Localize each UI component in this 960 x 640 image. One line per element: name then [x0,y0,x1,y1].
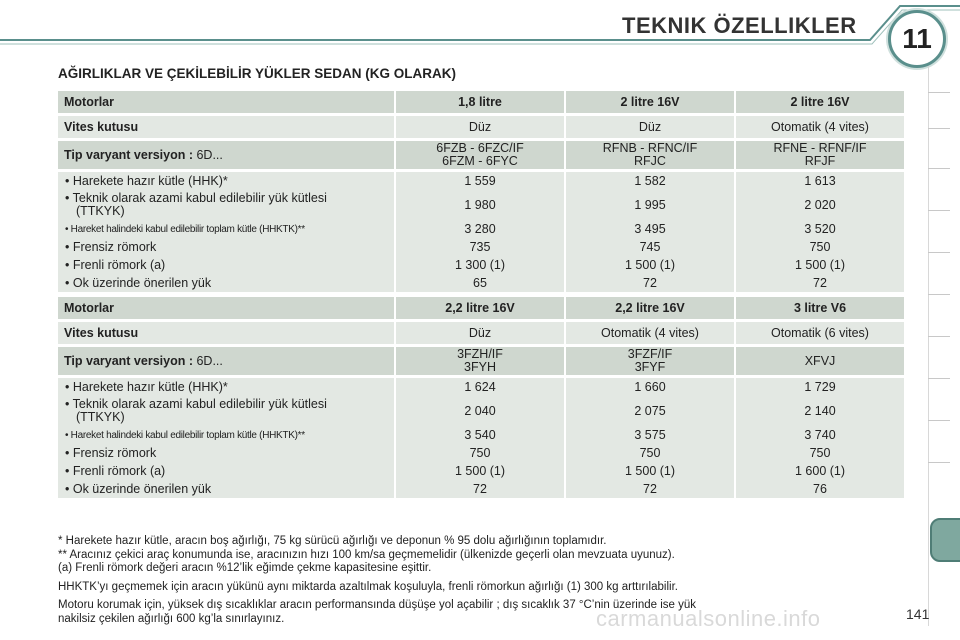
table-row [58,172,904,190]
row-label: • Hareket halindeki kabul edilebilir toplam kütle (HHKTK)** [58,220,394,238]
variant-prefix: 6D... [196,353,223,368]
value-cell: 1 500 (1) [396,462,564,480]
gearbox-cell: Düz [396,322,564,344]
variant-cell [396,141,564,169]
footnote: Motoru korumak için, yüksek dış sıcaklıklar aracın performansında düşüşe yol açabilir ; dış sıcaklık 37 °C’nin üzerinde ise yük [58,599,697,611]
table-row [58,274,904,292]
engine-col-1: 1,8 litre [396,91,564,113]
section-title: AĞIRLIKLAR VE ÇEKİLEBİLİR YÜKLER SEDAN (KG OLARAK) [58,66,457,81]
row-label-line2: (TTKYK) [76,410,125,424]
row-label: • Frensiz römork [58,444,394,462]
value-cell: 1 660 [566,378,734,396]
row-label: • Hareket halindeki kabul edilebilir toplam kütle (HHKTK)** [58,426,394,444]
variant-row [58,141,904,169]
gearbox-cell: Otomatik (4 vites) [566,322,734,344]
variant-label-cell [58,347,394,375]
row-label: • Frensiz römork [58,238,394,256]
value-cell: 1 559 [396,172,564,190]
variant-label: Tip varyant versiyon : [64,353,193,368]
value-cell: 1 613 [736,172,904,190]
table-row [58,256,904,274]
variant-label: Tip varyant versiyon : [64,147,193,162]
gearbox-row [58,322,904,344]
chapter-thumb-tab[interactable] [930,518,960,562]
table-row [58,220,904,238]
table-row [58,426,904,444]
value-cell: 2 020 [736,190,904,220]
engine-col-1: 2,2 litre 16V [396,297,564,319]
engine-col-2: 2 litre 16V [566,91,734,113]
footnote: HHKTK’yı geçmemek için aracın yükünü aynı miktarda azaltılmak koşuluyla, frenli römorkun ağırlığı (1) 300 kg arttırılabilir. [58,580,678,593]
value-cell: 3 575 [566,426,734,444]
value-cell: 76 [736,480,904,498]
variant-line: 3FYF [634,360,666,374]
footnote: ** Aracınız çekici araç konumunda ise, aracınızın hızı 100 km/sa geçmemelidir (ülkenizde geçerli olan mevzuata uyunuz). [58,548,675,561]
value-cell: 2 075 [566,396,734,426]
rail-tick [928,336,950,337]
row-label: • Ok üzerinde önerilen yük [58,480,394,498]
value-cell: 750 [566,444,734,462]
row-label [58,396,394,426]
row-label: • Ok üzerinde önerilen yük [58,274,394,292]
gearbox-cell: Düz [396,116,564,138]
variant-line: 3FYH [464,360,496,374]
value-cell: 1 500 (1) [736,256,904,274]
variant-line: 3FZF/IF [627,347,673,361]
row-label: • Frenli römork (a) [58,256,394,274]
variant-line: 6FZB - 6FZC/IF [436,141,524,155]
gearbox-label: Vites kutusu [58,322,394,344]
table-row [58,462,904,480]
variant-prefix: 6D... [196,147,223,162]
variant-line: 3FZH/IF [457,347,503,361]
weights-table-2 [56,297,906,498]
variant-row [58,347,904,375]
value-cell: 745 [566,238,734,256]
gearbox-cell: Düz [566,116,734,138]
value-cell: 750 [736,444,904,462]
row-label-line2: (TTKYK) [76,204,125,218]
value-cell: 1 500 (1) [566,256,734,274]
value-cell: 3 540 [396,426,564,444]
gearbox-cell: Otomatik (4 vites) [736,116,904,138]
gearbox-row [58,116,904,138]
variant-cell [736,141,904,169]
rail-tick [928,420,950,421]
rail-tick [928,252,950,253]
table-row [58,238,904,256]
variant-cell [566,141,734,169]
rail-tick [928,462,950,463]
rail-tick [928,210,950,211]
value-cell: 72 [566,274,734,292]
value-cell: 2 140 [736,396,904,426]
engine-col-3: 3 litre V6 [736,297,904,319]
table-row [58,396,904,426]
table-row [58,480,904,498]
value-cell: 3 495 [566,220,734,238]
row-label-line1: • Teknik olarak azami kabul edilebilir yük kütlesi [65,191,327,205]
variant-label-cell [58,141,394,169]
value-cell: 1 582 [566,172,734,190]
table-header-row [58,91,904,113]
value-cell: 1 300 (1) [396,256,564,274]
page-number: 141 [906,606,930,622]
value-cell: 72 [566,480,734,498]
rail-tick [928,128,950,129]
gearbox-label: Vites kutusu [58,116,394,138]
footnote: * Harekete hazır kütle, aracın boş ağırlığı, 75 kg sürücü ağırlığı ve deponun % 95 dolu ağırlığının toplamıdır. [58,535,607,547]
rail-tick [928,92,950,93]
variant-cell [566,347,734,375]
value-cell: 1 600 (1) [736,462,904,480]
row-label: • Frenli römork (a) [58,462,394,480]
variant-cell: XFVJ [736,347,904,375]
value-cell: 2 040 [396,396,564,426]
chapter-number-badge: 11 [888,10,946,68]
value-cell: 750 [736,238,904,256]
variant-line: 6FZM - 6FYC [442,154,518,168]
page-title: TEKNIK ÖZELLIKLER [622,13,857,38]
value-cell: 72 [396,480,564,498]
motor-label: Motorlar [58,297,394,319]
value-cell: 3 520 [736,220,904,238]
table-row [58,190,904,220]
table-row [58,378,904,396]
row-label [58,190,394,220]
value-cell: 3 280 [396,220,564,238]
table-header-row [58,297,904,319]
variant-line: RFNE - RFNF/IF [773,141,867,155]
engine-col-3: 2 litre 16V [736,91,904,113]
weights-table-1 [56,91,906,292]
table-row [58,444,904,462]
row-label-line1: • Teknik olarak azami kabul edilebilir yük kütlesi [65,397,327,411]
value-cell: 1 995 [566,190,734,220]
value-cell: 72 [736,274,904,292]
rail-tick [928,168,950,169]
watermark: carmanualsonline.info [596,606,821,631]
rail-tick [928,378,950,379]
value-cell: 1 624 [396,378,564,396]
value-cell: 1 500 (1) [566,462,734,480]
row-label: • Harekete hazır kütle (HHK)* [58,172,394,190]
engine-col-2: 2,2 litre 16V [566,297,734,319]
variant-cell [396,347,564,375]
variant-line: RFJC [634,154,666,168]
footnote: (a) Frenli römork değeri aracın %12’lik eğimde çekme kapasitesine eşittir. [58,562,432,574]
rail-tick [928,294,950,295]
value-cell: 3 740 [736,426,904,444]
value-cell: 1 980 [396,190,564,220]
value-cell: 735 [396,238,564,256]
variant-line: RFJF [804,154,836,168]
motor-label: Motorlar [58,91,394,113]
row-label: • Harekete hazır kütle (HHK)* [58,378,394,396]
value-cell: 750 [396,444,564,462]
value-cell: 1 729 [736,378,904,396]
gearbox-cell: Otomatik (6 vites) [736,322,904,344]
value-cell: 65 [396,274,564,292]
footnote: nakilsiz çekilen ağırlığı 600 kg’la sınırlayınız. [58,612,285,625]
variant-line: RFNB - RFNC/IF [602,141,698,155]
